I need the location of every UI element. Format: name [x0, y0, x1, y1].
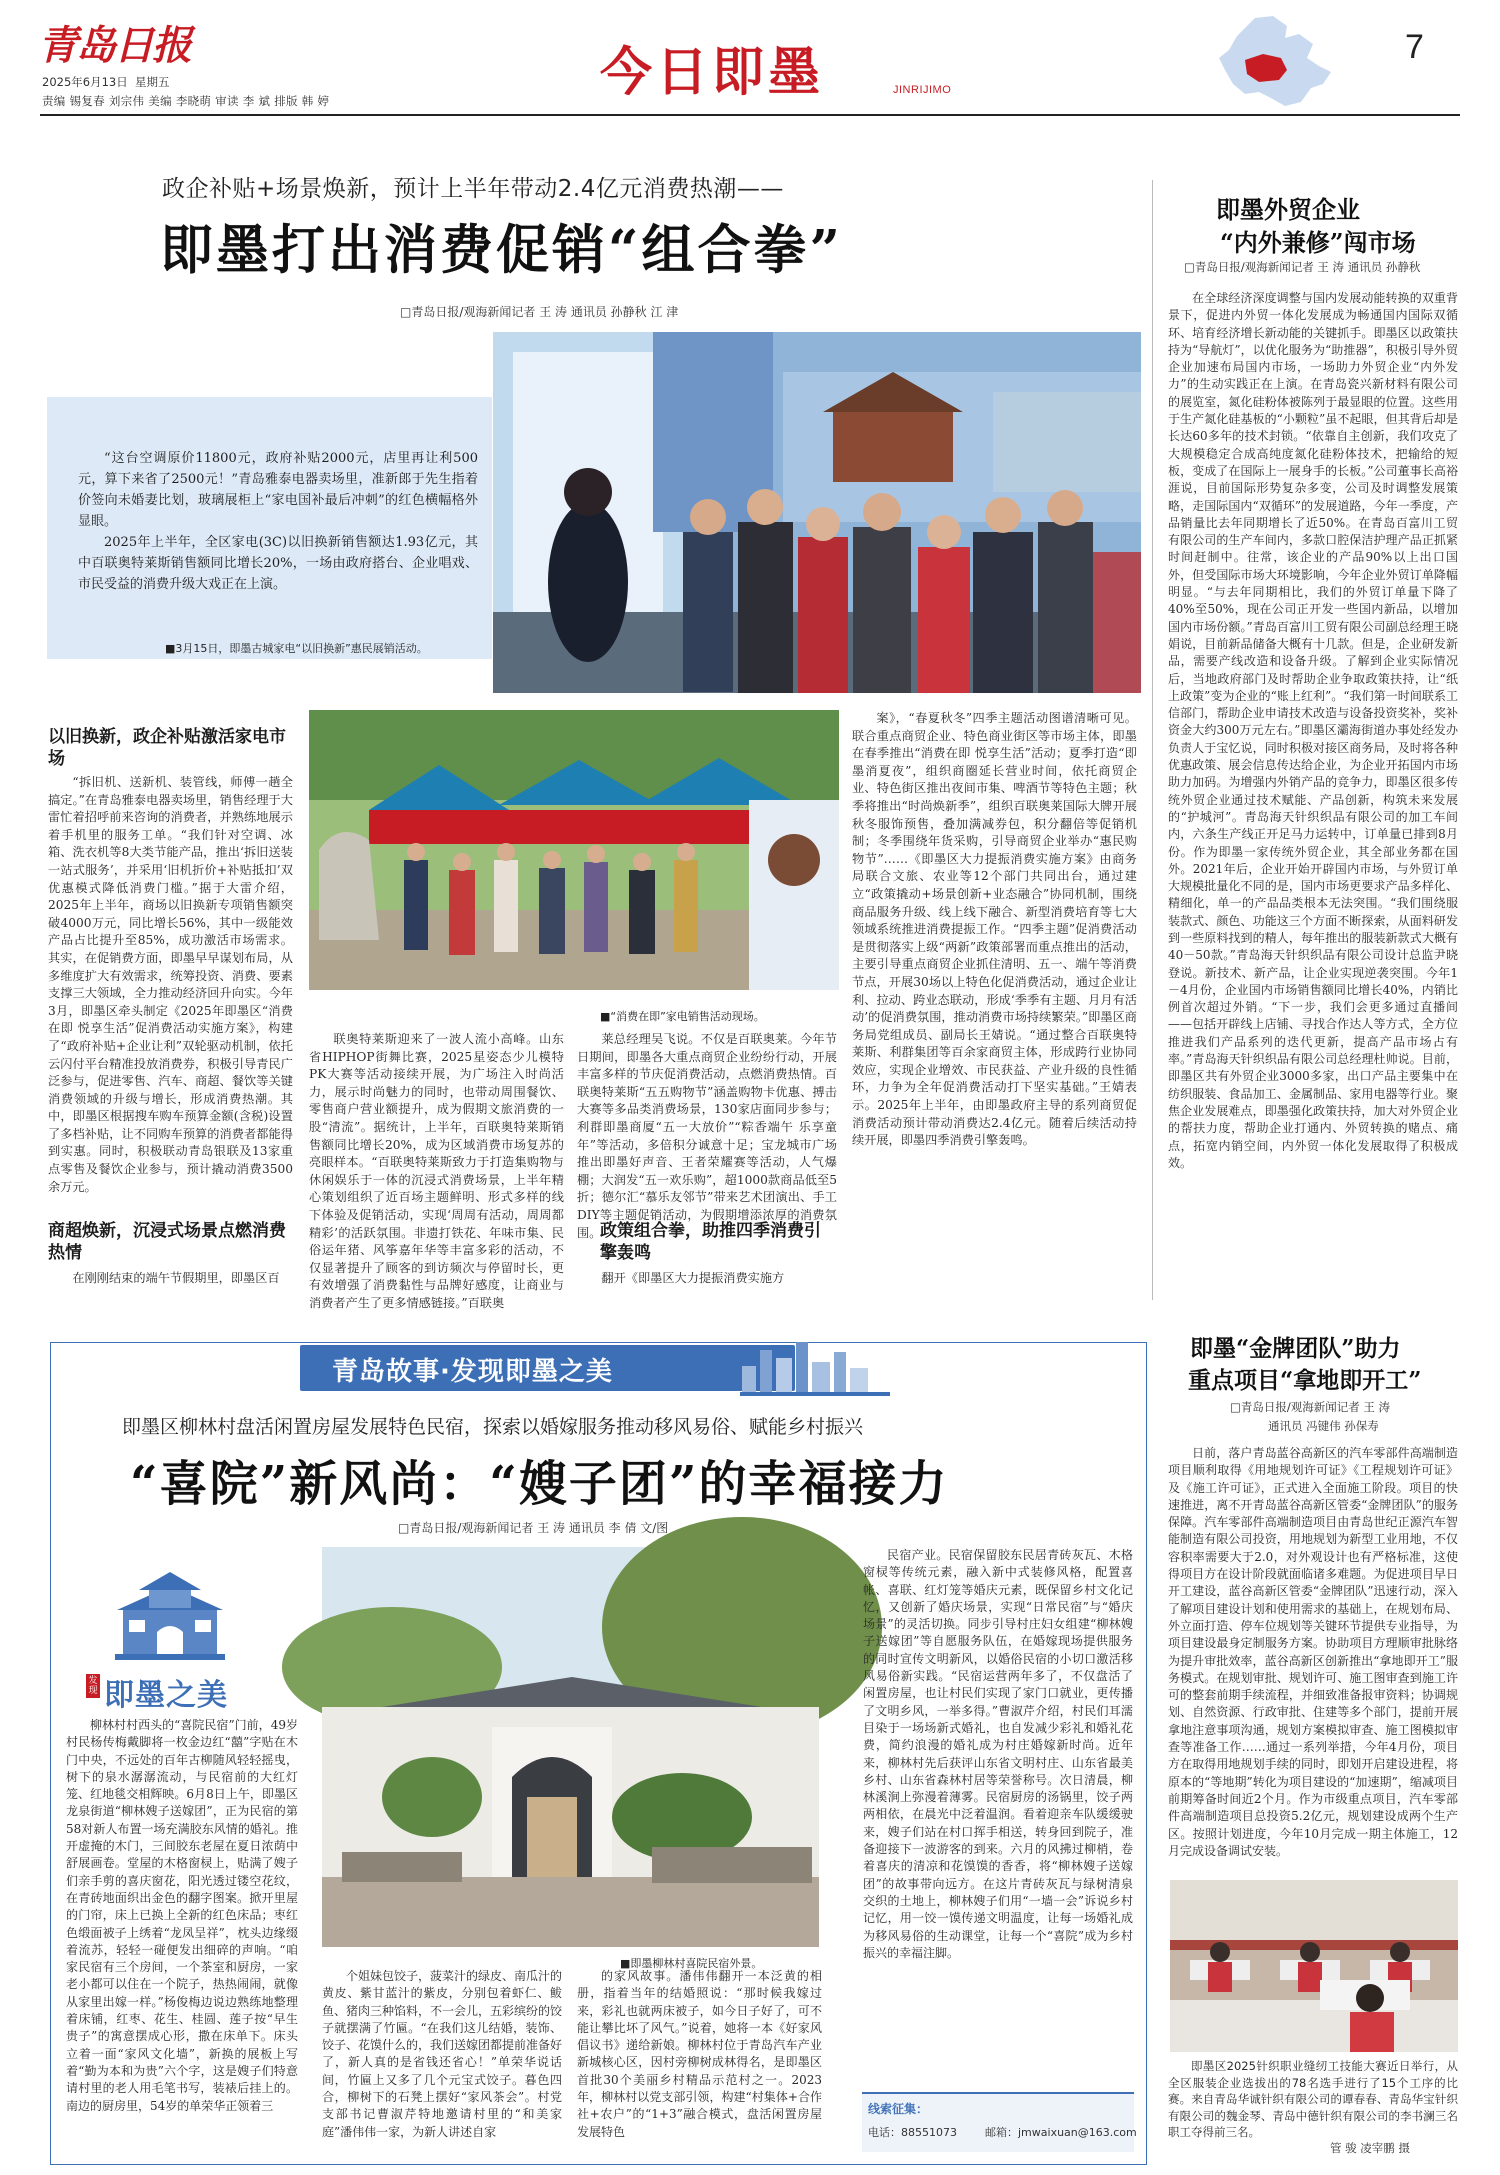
- right-top-title-l1: 即墨外贸企业: [1216, 195, 1360, 224]
- lead-col3-text: 莱总经理吴飞说。不仅是百联奥莱。今年节日期间，即墨各大重点商贸企业纷纷行动，开展丰富多样的节庆促消费活动，点燃消费热情。百联奥特莱斯“五五购物节”涵盖购物卡优惠、搏击大赛等多品类消费场景，130家店面同步参与；利群即墨商厦“五一大放价”“粽香端午 乐享童年”等活动，多倍积分诚意十足；宝龙城市广场推出即墨好声音、王者荣耀赛等活动，人气爆棚；大润发“五一欢乐购”，超1000款商品低至5折；德尔汇“慕乐友邻节”带来艺术团演出、手工DIY等主题促销活动，为假期增添浓厚的消费氛围。: [577, 1032, 837, 1240]
- right-bottom-title-l2: 重点项目“拿地即开工”: [1188, 1367, 1422, 1394]
- lead-col3-text2: 翻开《即墨区大力提振消费实施方: [601, 1271, 785, 1285]
- right-top-byline: □青岛日报/观海新闻记者 王 涛 通讯员 孙静秋: [1184, 260, 1421, 274]
- story-photo-caption: ■即墨柳林村喜院民宿外景。: [620, 1957, 763, 1970]
- masthead-logo: 青岛日报: [38, 22, 190, 69]
- sewing-contest-photo: [1170, 1880, 1458, 2052]
- staff-credits: 责编 锡复春 刘宗伟 美编 李晓萌 审读 李 斌 排版 韩 婷: [42, 94, 330, 108]
- lead-col2-text: 联奥特莱斯迎来了一波人流小高峰。山东省HIPHOP街舞比赛，2025星姿态少儿模特PK大赛等活动接续开展，为广场注入时尚活力，展示时尚魅力的同时，也带动周围餐饮、零售商户营业额提升，成为假期文旅消费的一股“清流”。据统计，上半年，百联奥特莱斯销售额同比增长20%，成为区域消费市场复苏的亮眼样本。“百联奥特莱斯致力于打造集购物与休闲娱乐于一体的沉浸式消费场景，上半年精心策划组织了近百场主题鲜明、形式多样的线下体验及促销活动，实现‘周周有活动，周周都精彩’的活跃氛围。非遗打铁花、年味市集、民俗运年猪、风筝嘉年华等丰富多彩的活动，不仅显著提升了顾客的到访频次与停留时长，更有效增强了消费黏性与品牌好感度，让商业与消费者产生了更多情感链接。”百联奥: [309, 1032, 564, 1310]
- lead-subhead-2: 商超焕新，沉浸式场景点燃消费热情: [48, 1221, 286, 1263]
- lead-col4-text: 案》，“春夏秋冬”四季主题活动图谱清晰可见。联合重点商贸企业、特色商业街区等市场主体，即墨在春季推出“消费在即 悦享生活”活动；夏季打造“即墨消夏夜”，组织商圈延长营业时间，依托商贸企业、特色街区推出夜间市集、啤酒节等特色主题；秋季将推出“时尚焕新季”，组织百联奥莱国际大牌开展秋冬服饰预售，叠加满减券包，积分翻倍等促销机制；冬季围绕年货采购，引导商贸企业举办“惠民购物节”……《即墨区大力提振消费实施方案》由商务局联合文旅、农业等12个部门共同出台，通过建立“政策撬动+场景创新+业态融合”协同机制，围绕商品服务升级、线上线下融合、新型消费培育等七大领域系统推进消费提振工作。“四季主题”促消费活动是贯彻落实上级“两新”政策部署而重点推出的活动，主要引导重点商贸企业抓住清明、五一、端午等消费节点，开展30场以上特色化促消费活动，通过企业让利、拉动、跨业态联动，形成‘季季有主题、月月有活动’的促消费氛围，推动消费市场持续繁荣。”即墨区商务局党组成员、副局长王婧说。“通过整合百联奥特莱斯、利群集团等百余家商贸主体，形成跨行业协同效应，实现企业增效、市民获益、产业升级的良性循环，力争为全年促消费活动打下坚实基础。”王婧表示。2025年上半年，由即墨政府主导的系列商贸促消费活动预计带动消费达2.4亿元。随着后续活动持续开展，即墨四季消费引擎轰鸣。: [852, 711, 1137, 1148]
- sewing-photo-caption: 即墨区2025针织职业缝纫工技能大赛近日举行，从全区服装企业选拔出的78名选手进行了15个工序的比赛。来自青岛华诚针织有限公司的谭春春、青岛华宝针织有限公司的魏金琴、青岛中德针织有限公司的李书澜三名职工夺得前三名。: [1168, 2059, 1458, 2139]
- lead-col1-text2: 在刚刚结束的端午节假期里，即墨区百: [72, 1271, 280, 1285]
- page-number: 7: [1405, 28, 1424, 66]
- skyline-icon: [740, 1336, 890, 1396]
- story-kicker: 即墨区柳林村盘活闲置房屋发展特色民宿，探索以婚嫁服务推动移风易俗、赋能乡村振兴: [122, 1416, 864, 1438]
- section-pinyin: JINRIJIMO: [893, 84, 952, 96]
- lead-headline: 即墨打出消费促销“组合拳”: [160, 219, 843, 281]
- qingdao-map-icon: [1215, 14, 1333, 112]
- lead-subhead-3: 政策组合拳，助推四季消费引擎轰鸣: [600, 1221, 821, 1263]
- story-banner-text: 青岛故事·发现即墨之美: [332, 1357, 613, 1387]
- right-bottom-text: 日前，落户青岛蓝谷高新区的汽车零部件高端制造项目顺利取得《用地规划许可证》《工程规划许可证》及《施工许可证》，正式进入全面施工阶段。项目的快速推进，离不开青岛蓝谷高新区管委“金牌团队”的服务保障。汽车零部件高端制造项目由青岛世纪正源汽车智能制造有限公司投资，用地规划为新型工业用地，不仅容积率需要大于2.0，对外观设计也有严格标准，这使得项目方在设计阶段就面临诸多难题。为促进项目早日开工建设，蓝谷高新区管委“金牌团队”迅速行动，深入了解项目建设计划和使用需求的基础上，在规划布局、外立面打造、停车位规划等关键环节提供专业指导，为项目建设最身定制服务方案。协助项目方理顺审批脉络为提升审批效率，蓝谷高新区创新推出“拿地即开工”服务模式。在规划审批、规划许可、施工图审查到施工许可的整套前期手续流程，并细致准备报审资料；协调规划、自然资源、行政审批、住建等多个部门，提前开展拿地注意事项沟通，规划方案模拟审查、施工图模拟审查等准备工作……通过一系列举措，今年4月份，项目方在取得用地规划手续的同时，即划开启建设进程，将原本的“等地期”转化为项目建设的“加速期”，缩减项目前期筹备时间近2个月。作为市级重点项目，汽车零部件高端制造项目总投资5.2亿元，规划建设成两个生产区。按照计划进度，今年10月完成一期主体施工，12月完成设备调试安装。: [1168, 1446, 1458, 1858]
- contact-email[interactable]: 邮箱：jmwaixuan@163.com: [985, 2126, 1137, 2139]
- lead-photo-stalls: [309, 710, 839, 990]
- lead-col1-text: “拆旧机、送新机、装管线，师傅一趟全搞定。”在青岛雅泰电器卖场里，销售经理于大雷忙着招呼前来咨询的消费者，并熟练地展示着手机里的服务工单。“我们针对空调、冰箱、洗衣机等8大类节能产品，推出‘拆旧送装一站式服务’，并采用‘旧机折价+补贴抵扣’双优惠模式降低消费门槛。”据于大雷介绍，2025年上半年，商场以旧换新专项销售额突破4000万元，同比增长56%，其中一级能效产品占比提升至85%，成功激活市场需求。其实，在促销费方面，即墨早早谋划布局，从多维度扩大有效需求，统筹投资、消费、要素支撑三大领域，全力推动经济回升向实。今年3月，即墨区牵头制定《2025年即墨区“消费在即 悦享生活”促消费活动实施方案》，构建了“政府补贴+企业让利”双轮驱动机制，依托云闪付平台精准投放消费券，积极引导青民广泛参与，促进零售、汽车、商超、餐饮等关键消费领域的升级与增长，形成消费热潮。其中，即墨区根据搜车购车预算金额(含税)设置了多档补贴，让不同购车预算的消费者都能得到实惠。同时，积极联动青岛银联及13家重点零售及餐饮企业参与，预计撬动消费3500余万元。: [48, 775, 293, 1194]
- right-bottom-byline-2: 通讯员 冯键伟 孙保寿: [1268, 1419, 1379, 1433]
- emblem-title: 即墨之美: [104, 1678, 228, 1713]
- story-byline: □青岛日报/观海新闻记者 王 涛 通讯员 李 倩 文/图: [398, 1521, 669, 1535]
- lead-byline: □青岛日报/观海新闻记者 王 涛 通讯员 孙静秋 江 津: [400, 305, 679, 319]
- sewing-photo-credit: 管 骏 凌宰鹏 摄: [1330, 2141, 1410, 2155]
- right-top-title-l2: “内外兼修”闯市场: [1220, 228, 1416, 257]
- contact-phone[interactable]: 电话：88551073: [868, 2126, 957, 2139]
- lead-subhead-1: 以旧换新，政企补贴激活家电市场: [48, 727, 286, 769]
- jimo-gate-icon: [115, 1568, 225, 1672]
- lead-intro-text: “这台空调原价11800元，政府补贴2000元，店里再让利500元，算下来省了2500元！”青岛雅泰电器卖场里，准新郎于先生指着价签向未婚妻比划，玻璃展柜上“家电国补最后冲刺”的红色横幅格外显眼。 2025年上半年，全区家电(3C)以旧换新销售额达1.93亿元，其中百联奥特莱斯销售额同比增长20%，一场由政府搭台、企业唱戏、市民受益的消费升级大戏正在上演。: [78, 451, 478, 592]
- story-col2-text: 个姐妹包饺子，菠菜汁的绿皮、南瓜汁的黄皮、紫甘蓝汁的紫皮，分别包着虾仁、鲅鱼、猪肉三种馅料，不一会儿，五彩缤纷的饺子就摆满了竹匾。“在我们这儿结婚，装饰、饺子、花馍什么的，我们送嫁团都提前准备好了，新人真的是省钱还省心！”单荣华说话间，竹匾上又多了几个元宝式饺子。暮色四合，柳树下的石凳上摆好“家风茶会”。村党支部书记曹淑芹特地邀请村里的“和美家庭”潘伟伟一家，为新人讲述自家: [322, 1969, 563, 2139]
- lead-photo2-caption: ■“消费在即”家电销售活动现场。: [600, 1010, 765, 1023]
- story-col3-text: 的家风故事。潘伟伟翻开一本泛黄的相册，指着当年的结婚照说：“那时候我嫁过来，彩礼也就两床被子，如今日子好了，可不能让攀比坏了风气。”说着，她将一本《好家风倡议书》递给新娘。柳林村位于青岛汽车产业新城核心区，因村旁柳树成林得名，是即墨区首批30个美丽乡村精品示范村之一。2023年，柳林村以党支部引领，构建“村集体+合作社+农户”的“1+3”融合模式，盘活闲置房屋发展特色: [577, 1969, 822, 2139]
- story-col1-text: 柳林村村西头的“喜院民宿”门前，49岁村民杨传梅戴脚将一枚金边红“囍”字贴在木门中央，不远处的百年古柳随风轻轻摇曳，树下的泉水潺潺流动，与民宿前的大红灯笼、红地毯交相辉映。6月8日上午，即墨区龙泉街道“柳林嫂子送嫁团”，正为民宿的第58对新人布置一场充满胶东风情的婚礼。推开虚掩的木门，三间胶东老屋在夏日浓荫中舒展画卷。堂屋的木格窗棂上，贴满了嫂子们亲手剪的喜庆窗花，阳光透过镂空花纹，在青砖地面织出金色的翻字图案。掀开里屋的门帘，床上已换上全新的红色床品；枣红色缎面被子上绣着“龙凤呈祥”，枕头边缘缀着流苏，轻轻一碰便发出细碎的声响。“咱家民宿有三个房间，一个茶室和厨房，一家老小都可以住在一个院子，热热闹闹，就像从家里出嫁一样。”杨俊梅边说边熟练地整理着床铺，红枣、花生、桂圆、莲子按“早生贵子”的寓意摆成心形，撒在床单下。床头立着一面“家风文化墙”，新换的展板上写着“勤为本和为贵”六个字，这是嫂子们特意请村里的老人用毛笔书写，装裱后挂上的。南边的厨房里，54岁的单荣华正领着三: [66, 1718, 298, 2113]
- section-title: 今日即墨: [600, 42, 825, 103]
- lead-kicker: 政企补贴+场景焕新，预计上半年带动2.4亿元消费热潮——: [162, 176, 784, 202]
- contact-label: 线索征集：: [868, 2102, 929, 2116]
- right-top-text: 在全球经济深度调整与国内发展动能转换的双重背景下，促进内外贸一体化发展成为畅通国内国际双循环、培育经济增长新动能的关键抓手。即墨区以政策扶持为“导航灯”，以优化服务为“助推器”，积极引导外贸企业加速布局国内市场，一场助力外贸企业“内外发力”的生动实践正在上演。在青岛瓷兴新材料有限公司的展览室，氮化硅粉体被陈列于最显眼的位置。这些用于生产氮化硅基板的“小颗粒”虽不起眼，但其背后却是长达60多年的技术封锁。“依靠自主创新，我们攻克了大规模稳定合成高纯度氮化硅粉体技术，把输给的短板，变成了在国际上一展身手的长板。”公司董事长高裕涯说，目前国际形势复杂多变，公司及时调整发展策略，走国际国内“双循环”的发展道路，今年一季度，产品销量比去年同期增长了近50%。在青岛百富川工贸有限公司的生产车间内，多款口腔保洁护理产品正抓紧时间赶制中。往常，该企业的产品90%以上出口国外，但受国际市场大环境影响，今年企业外贸订单降幅明显。“与去年同期相比，我们的外贸订单量下降了40%至50%，现在公司正开发一些国内新品，以增加国内市场份额。”青岛百富川工贸有限公司副总经理王晓娟说，目前新品储备大概有十几款。但是，企业研发新品，需要产线改造和设备升级。了解到企业实际情况后，当地政府部门及时帮助企业争取政策扶持，让“纸上政策”变为企业的“账上红利”。“我们第一时间联系工信部门，帮助企业申请技术改造与设备投资奖补，奖补资金大约300万元左右。”即墨区灞海街道办事处经发办负责人于宝忆说，同时积极对接区商务局，及时将各种优惠政策、展会信息传达给企业，为企业开拓国内市场助力加码。为增强内外销产品的竞争力，即墨区很多传统外贸企业通过技术赋能、产品创新，构筑未来发展的“护城河”。青岛海天针织织品有限公司的加工车间内，六条生产线正开足马力运转中，订单量已排到8月份。作为即墨一家传统外贸企业，其全部业务都在国外。2021年后，企业开始开辟国内市场，与外贸订单大规模批量化不同的是，国内市场更要求产品多样化、精细化，单一的产品品类根本无法突围。“我们围绕服装款式、颜色、功能这三个方面不断探索，从面料研发到一些原料找到的精人，每年推出的服装新款式大概有40－50款。”青岛海天针织织品有限公司设计总监尹晓登说。新技术、新产品，让企业实现逆袭突围。今年1－4月份，企业国内市场销售额同比增长40%，内销比例首次超过外销。“下一步，我们会更多通过直播间——包括开辟线上店铺、寻找合作达人等方式，全方位推进我们产品系列的迭代更新，提高产品市场占有率。”青岛海天针织织品有限公司总经理杜帅说。目前，即墨区共有外贸企业3000多家，出口产品主要集中在纺织服装、食品加工、金属制品、家用电器等行业。聚焦企业发展难点，即墨强化政策扶持，加大对外贸企业的帮扶力度，帮助企业打通内、外贸转换的赌点、痛点，拓宽内销空间，内外贸一体化发展取得了积极成效。: [1168, 291, 1458, 1170]
- issue-date-line: 2025年6月13日 星期五: [42, 75, 170, 89]
- emblem-tag: 发现: [86, 1674, 100, 1698]
- story-photo-minsu: [322, 1547, 819, 1947]
- story-col4-text: 民宿产业。民宿保留胶东民居青砖灰瓦、木格窗棂等传统元素，融入新中式装修风格，配置喜帐、喜联、红灯笼等婚庆元素，既保留乡村文化记忆，又创新了婚庆场景，实现“日常民宿”与“婚庆场景”的灵活切换。同步引导村庄妇女组建“柳林嫂子送嫁团”等自愿服务队伍，在婚嫁现场提供服务的同时宣传文明新风，以婚俗民宿的小切口激活移风易俗新实践。“民宿运营两年多了，不仅盘活了闲置房屋，也让村民们实现了家门口就业，更传播了文明乡风，一举多得。”曹淑芹介绍，村民们耳濡目染于一场场新式婚礼，也自发减少彩礼和婚礼花费，简约浪漫的婚礼成为村庄婚嫁新时尚。近年来，柳林村先后获评山东省文明村庄、山东省最美乡村、山东省森林村居等荣誉称号。次日清晨，柳林溪涧上弥漫着薄雾。民宿厨房的汤锅里，饺子两两相依，在晨光中泛着温润。看着迎亲车队缓缓驶来，嫂子们站在村口挥手相送，转身回到院子，准备迎接下一波游客的到来。六月的风拂过柳梢，卷着喜庆的清凉和花馍馍的香香，将“柳林嫂子送嫁团”的故事带向远方。在这片青砖灰瓦与绿树清泉交织的土地上，柳林嫂子们用“一墙一会”诉说乡村记忆，用一饺一馍传递文明温度，让每一场婚礼成为移风易俗的生动课堂，让每一个“喜院”成为乡村振兴的幸福注脚。: [863, 1548, 1133, 1960]
- right-bottom-byline-1: □青岛日报/观海新闻记者 王 涛: [1230, 1400, 1391, 1414]
- lead-photo-expo: [493, 332, 1141, 693]
- story-headline: “喜院”新风尚：“嫂子团”的幸福接力: [130, 1456, 949, 1512]
- lead-photo1-caption: ■3月15日，即墨古城家电“以旧换新”惠民展销活动。: [165, 642, 428, 655]
- right-bottom-title-l1: 即墨“金牌团队”助力: [1190, 1335, 1401, 1362]
